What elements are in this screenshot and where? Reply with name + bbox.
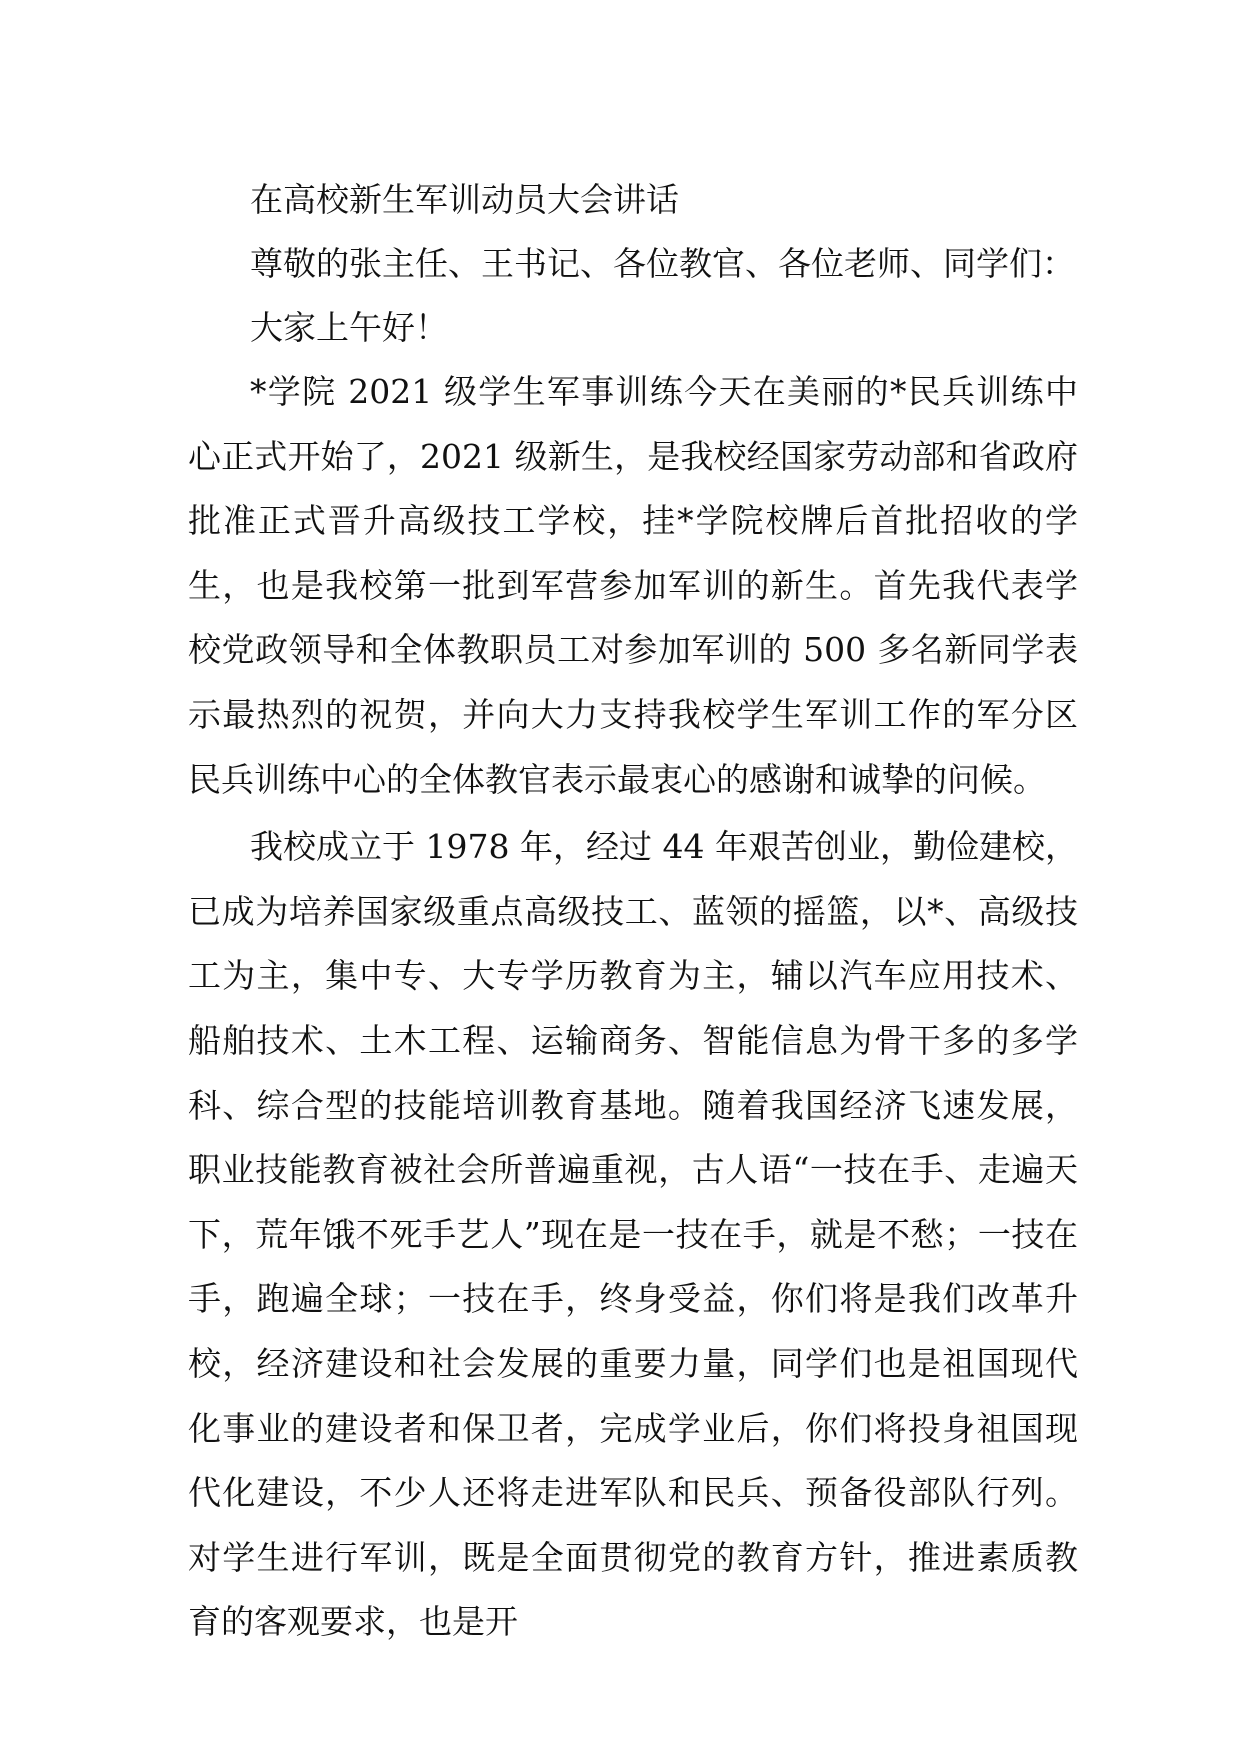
paragraph-opening: *学院 2021 级学生军事训练今天在美丽的*民兵训练中心正式开始了，2021 级新生，是我校经国家劳动部和省政府批准正式晋升高级技工学校，挂*学院校牌后首批招收的学生，也是我校第一批到军营参加军训的新生。首先我代表学校党政领导和全体教职员工对参加军训的 500 多名新同学表示最热烈的祝贺，并向大力支持我校学生军训工作的军分区民兵训练中心的全体教官表示最衷心的感谢和诚挚的问候。 — [188, 372, 1078, 799]
paragraph-school-history: 我校成立于 1978 年，经过 44 年艰苦创业，勤俭建校，已成为培养国家级重点高级技工、蓝领的摇篮，以*、高级技工为主，集中专、大专学历教育为主，辅以汽车应用技术、船舶技术、土木工程、运输商务、智能信息为骨干多的多学科、综合型的技能培训教育基地。随着我国经济飞速发展，职业技能教育被社会所普遍重视，古人语“一技在手、走遍天下，荒年饿不死手艺人”现在是一技在手，就是不愁；一技在手，跑遍全球；一技在手，终身受益，你们将是我们改革升校，经济建设和社会发展的重要力量，同学们也是祖国现代化事业的建设者和保卫者，完成学业后，你们将投身祖国现代化建设，不少人还将走进军队和民兵、预备役部队行列。对学生进行军训，既是全面贯彻党的教育方针，推进素质教育的客观要求，也是开 — [188, 827, 1078, 1642]
document-body — [188, 168, 1078, 1655]
greeting: 大家上午好！ — [250, 308, 448, 347]
salutation: 尊敬的张主任、王书记、各位教官、各位老师、同学们： — [250, 244, 1075, 283]
document-title: 在高校新生军训动员大会讲话 — [250, 180, 679, 219]
